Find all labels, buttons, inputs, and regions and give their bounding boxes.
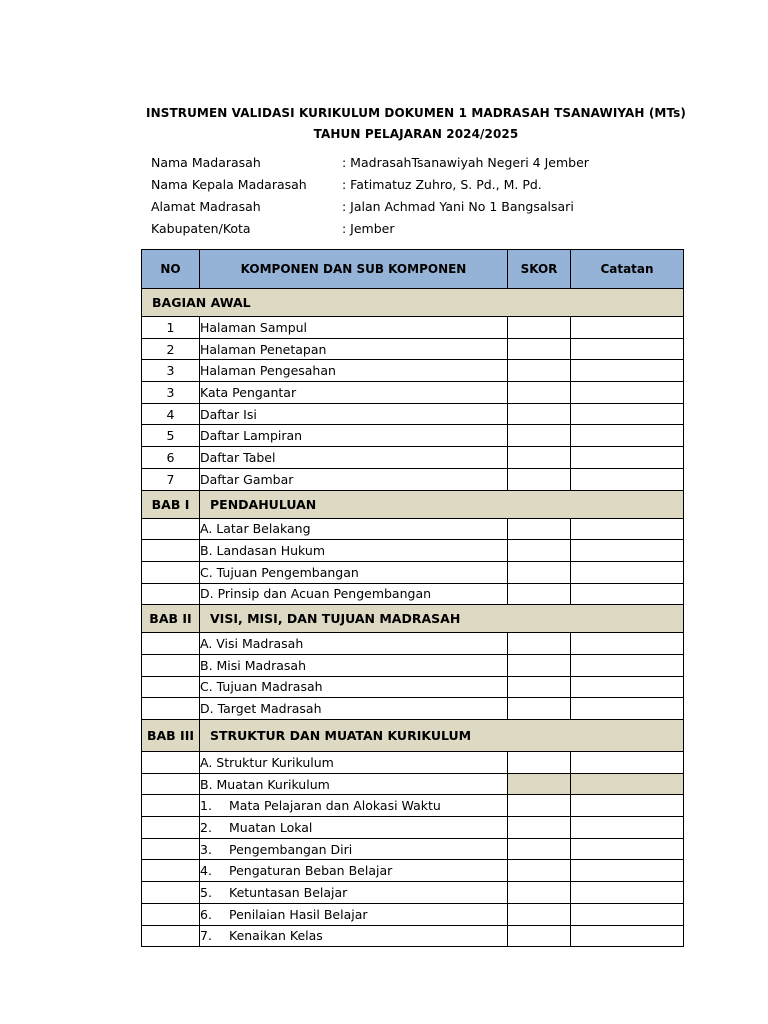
sub-number: 6. [200, 906, 212, 922]
row-no [142, 698, 200, 720]
skor-cell[interactable] [508, 795, 571, 817]
row-item: Daftar Isi [200, 403, 508, 425]
table-row [142, 654, 684, 676]
catatan-cell[interactable] [571, 903, 684, 925]
sub-number: 5. [200, 884, 212, 900]
row-item: Halaman Sampul [200, 317, 508, 339]
info-label: Nama Kepala Madarasah [151, 177, 307, 192]
document-title: INSTRUMEN VALIDASI KURIKULUM DOKUMEN 1 MADRASAH TSANAWIYAH (MTs) [146, 106, 686, 120]
skor-cell[interactable] [508, 860, 571, 882]
sub-number: 4. [200, 863, 212, 879]
catatan-cell[interactable] [571, 425, 684, 447]
row-item: Kata Pengantar [200, 382, 508, 404]
row-no [142, 860, 200, 882]
sub-item: Penilaian Hasil Belajar [229, 906, 368, 922]
row-no [142, 817, 200, 839]
skor-cell[interactable] [508, 382, 571, 404]
row-item: C. Tujuan Pengembangan [200, 561, 508, 583]
catatan-cell[interactable] [571, 882, 684, 904]
catatan-cell[interactable] [571, 561, 684, 583]
sub-item: Muatan Lokal [229, 819, 313, 835]
section-row-bagian-awal [142, 289, 684, 317]
row-no: 5 [142, 425, 200, 447]
skor-cell[interactable] [508, 903, 571, 925]
table-row [142, 468, 684, 490]
catatan-cell[interactable] [571, 583, 684, 605]
row-item: C. Tujuan Madrasah [200, 676, 508, 698]
row-item [200, 882, 508, 904]
row-item: Daftar Tabel [200, 447, 508, 469]
table-row [142, 882, 684, 904]
row-no [142, 583, 200, 605]
catatan-cell[interactable] [571, 338, 684, 360]
table-row [142, 540, 684, 562]
sub-item: Pengaturan Beban Belajar [229, 863, 393, 879]
catatan-cell[interactable] [571, 633, 684, 655]
table-row [142, 518, 684, 540]
skor-cell[interactable] [508, 403, 571, 425]
row-item [200, 838, 508, 860]
document-subtitle: TAHUN PELAJARAN 2024/2025 [313, 127, 519, 141]
catatan-cell[interactable] [571, 860, 684, 882]
catatan-cell[interactable] [571, 468, 684, 490]
table-row [142, 752, 684, 774]
table-row [142, 903, 684, 925]
sub-number: 3. [200, 841, 212, 857]
row-no: 2 [142, 338, 200, 360]
row-no [142, 518, 200, 540]
table-row [142, 382, 684, 404]
validation-table [141, 249, 684, 947]
table-header-row [142, 250, 684, 289]
table-row [142, 425, 684, 447]
row-no [142, 838, 200, 860]
skor-cell[interactable] [508, 817, 571, 839]
skor-cell[interactable] [508, 838, 571, 860]
header-komponen: KOMPONEN DAN SUB KOMPONEN [200, 250, 508, 289]
row-no [142, 773, 200, 795]
row-item: B. Misi Madrasah [200, 654, 508, 676]
row-item: D. Target Madrasah [200, 698, 508, 720]
section-code: BAB II [142, 605, 200, 633]
skor-cell[interactable] [508, 447, 571, 469]
catatan-cell[interactable] [571, 518, 684, 540]
row-no: 4 [142, 403, 200, 425]
skor-cell[interactable] [508, 540, 571, 562]
table-row [142, 583, 684, 605]
row-item: B. Muatan Kurikulum [200, 773, 508, 795]
row-item: Halaman Pengesahan [200, 360, 508, 382]
section-code: BAB I [142, 490, 200, 518]
row-item: A. Visi Madrasah [200, 633, 508, 655]
row-no: 3 [142, 382, 200, 404]
row-no: 3 [142, 360, 200, 382]
table-row [142, 633, 684, 655]
row-no: 6 [142, 447, 200, 469]
table-row [142, 403, 684, 425]
info-value: : MadrasahTsanawiyah Negeri 4 Jember [342, 155, 589, 170]
row-item: D. Prinsip dan Acuan Pengembangan [200, 583, 508, 605]
skor-cell[interactable] [508, 698, 571, 720]
row-item [200, 860, 508, 882]
catatan-cell[interactable] [571, 752, 684, 774]
skor-cell [508, 773, 571, 795]
header-no: NO [142, 250, 200, 289]
catatan-cell[interactable] [571, 925, 684, 947]
skor-cell[interactable] [508, 676, 571, 698]
catatan-cell [571, 773, 684, 795]
sub-item: Pengembangan Diri [229, 841, 353, 857]
table-row [142, 447, 684, 469]
row-no [142, 882, 200, 904]
skor-cell[interactable] [508, 317, 571, 339]
info-label: Alamat Madrasah [151, 199, 261, 214]
skor-cell[interactable] [508, 925, 571, 947]
section-title: PENDAHULUAN [200, 490, 684, 518]
table-row [142, 360, 684, 382]
table-row [142, 317, 684, 339]
skor-cell[interactable] [508, 518, 571, 540]
skor-cell[interactable] [508, 583, 571, 605]
table-row [142, 817, 684, 839]
table-row [142, 795, 684, 817]
header-skor: SKOR [508, 250, 571, 289]
table-row [142, 838, 684, 860]
info-value: : Jalan Achmad Yani No 1 Bangsalsari [342, 199, 574, 214]
info-value: : Fatimatuz Zuhro, S. Pd., M. Pd. [342, 177, 542, 192]
skor-cell[interactable] [508, 338, 571, 360]
row-item: A. Latar Belakang [200, 518, 508, 540]
row-no: 7 [142, 468, 200, 490]
section-row-bab-i [142, 490, 684, 518]
table-row [142, 860, 684, 882]
row-item: Daftar Lampiran [200, 425, 508, 447]
skor-cell[interactable] [508, 425, 571, 447]
table-row [142, 676, 684, 698]
catatan-cell[interactable] [571, 838, 684, 860]
catatan-cell[interactable] [571, 317, 684, 339]
catatan-cell[interactable] [571, 447, 684, 469]
row-no [142, 752, 200, 774]
row-item [200, 925, 508, 947]
catatan-cell[interactable] [571, 676, 684, 698]
header-catatan: Catatan [571, 250, 684, 289]
skor-cell[interactable] [508, 882, 571, 904]
row-item: Halaman Penetapan [200, 338, 508, 360]
sub-item: Kenaikan Kelas [229, 928, 323, 944]
section-row-bab-iii [142, 720, 684, 752]
row-no [142, 561, 200, 583]
table-row [142, 561, 684, 583]
catatan-cell[interactable] [571, 817, 684, 839]
skor-cell[interactable] [508, 360, 571, 382]
info-label: Nama Madarasah [151, 155, 261, 170]
catatan-cell[interactable] [571, 360, 684, 382]
row-no [142, 654, 200, 676]
catatan-cell[interactable] [571, 795, 684, 817]
sub-number: 1. [200, 798, 212, 814]
row-no [142, 676, 200, 698]
row-no [142, 903, 200, 925]
table-row [142, 338, 684, 360]
section-title: VISI, MISI, DAN TUJUAN MADRASAH [200, 605, 684, 633]
skor-cell[interactable] [508, 468, 571, 490]
sub-item: Ketuntasan Belajar [229, 884, 348, 900]
skor-cell[interactable] [508, 633, 571, 655]
row-item: Daftar Gambar [200, 468, 508, 490]
catatan-cell[interactable] [571, 698, 684, 720]
skor-cell[interactable] [508, 654, 571, 676]
catatan-cell[interactable] [571, 403, 684, 425]
row-no [142, 925, 200, 947]
row-no [142, 633, 200, 655]
info-label: Kabupaten/Kota [151, 221, 251, 236]
section-code: BAB III [142, 720, 200, 752]
sub-number: 7. [200, 928, 212, 944]
row-item: B. Landasan Hukum [200, 540, 508, 562]
row-item: A. Struktur Kurikulum [200, 752, 508, 774]
row-no [142, 540, 200, 562]
row-no: 1 [142, 317, 200, 339]
sub-item: Mata Pelajaran dan Alokasi Waktu [229, 798, 441, 814]
section-title: BAGIAN AWAL [142, 289, 684, 317]
table-row [142, 773, 684, 795]
row-no [142, 795, 200, 817]
sub-number: 2. [200, 819, 212, 835]
skor-cell[interactable] [508, 561, 571, 583]
section-row-bab-ii [142, 605, 684, 633]
skor-cell[interactable] [508, 752, 571, 774]
catatan-cell[interactable] [571, 540, 684, 562]
section-title: STRUKTUR DAN MUATAN KURIKULUM [200, 720, 684, 752]
info-value: : Jember [342, 221, 395, 236]
table-row [142, 698, 684, 720]
table-row [142, 925, 684, 947]
row-item [200, 795, 508, 817]
catatan-cell[interactable] [571, 382, 684, 404]
row-item [200, 817, 508, 839]
row-item [200, 903, 508, 925]
catatan-cell[interactable] [571, 654, 684, 676]
